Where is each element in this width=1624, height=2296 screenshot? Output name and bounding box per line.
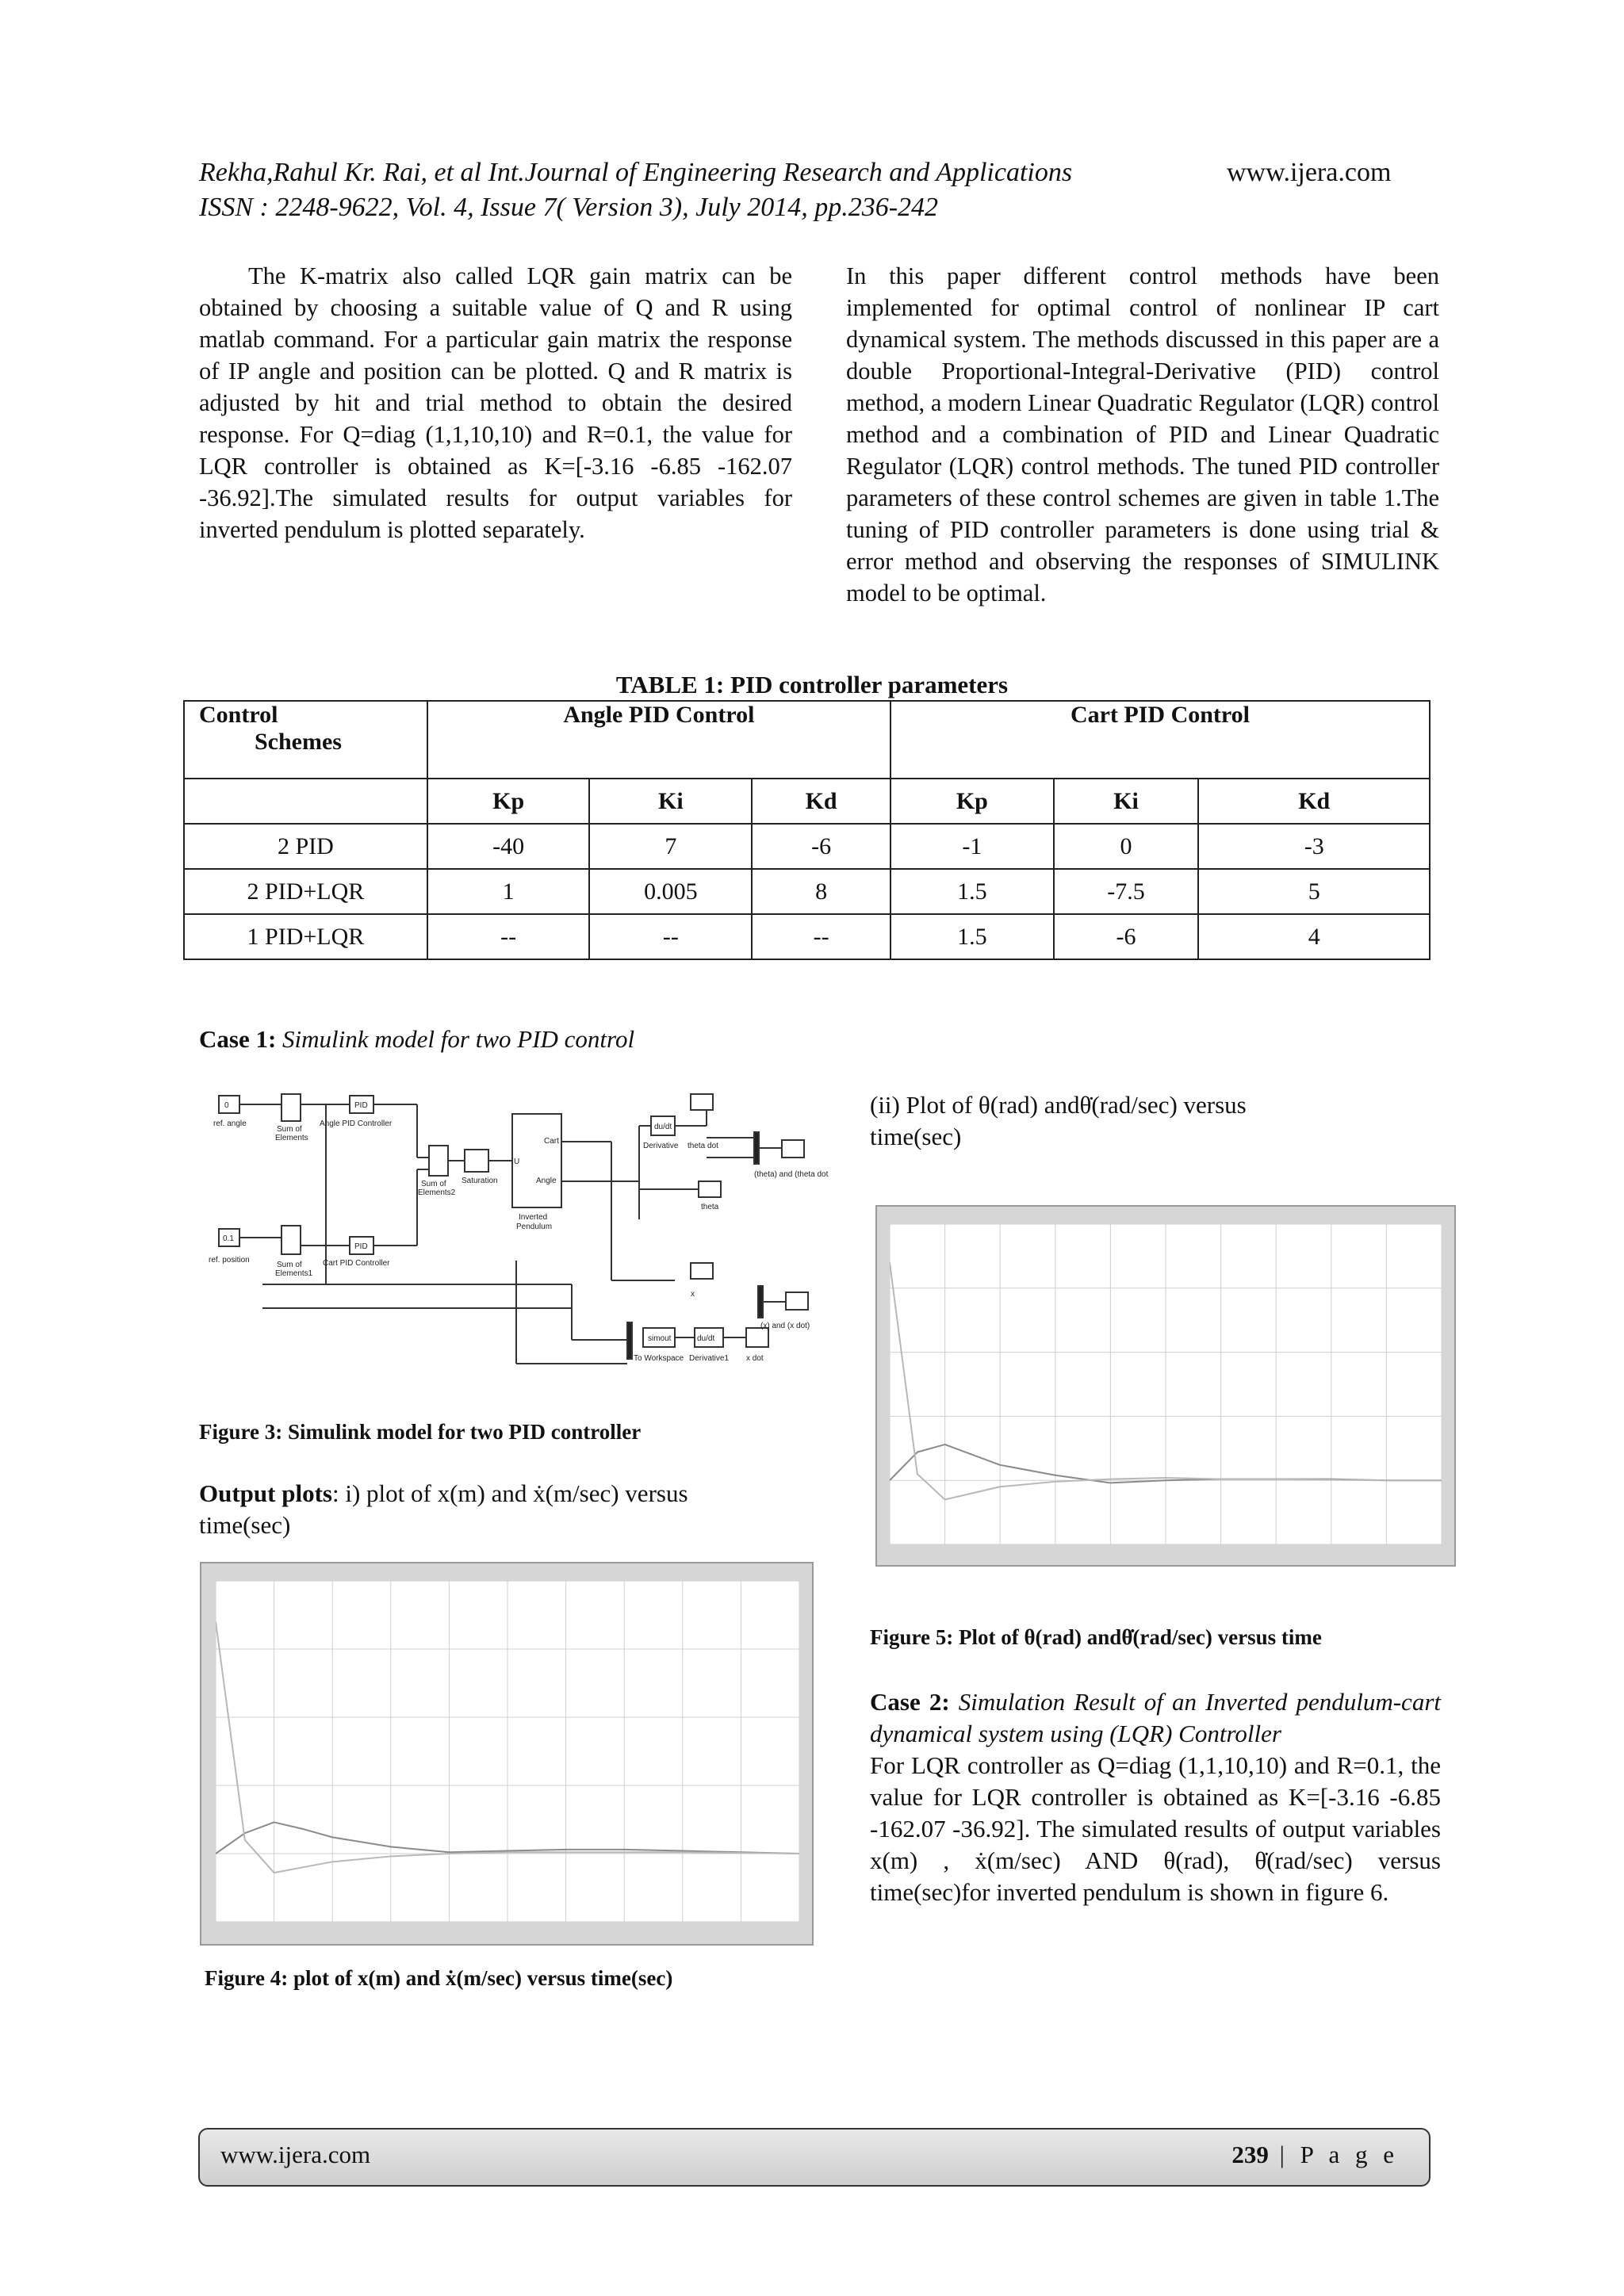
scope-x	[691, 1263, 713, 1279]
sub-angle-ki: Ki	[589, 779, 752, 824]
svg-text:Cart PID Controller: Cart PID Controller	[323, 1259, 390, 1268]
svg-text:PID: PID	[354, 1101, 368, 1110]
plot-ii-text: (ii) Plot of θ(rad) andθ̇(rad/sec) versus time(sec)	[870, 1091, 1247, 1150]
mux-theta	[754, 1132, 759, 1164]
svg-text:x: x	[691, 1290, 695, 1299]
sub-cart-kp: Kp	[891, 779, 1054, 824]
svg-text:du/dt: du/dt	[654, 1123, 672, 1131]
scope-theta-mux	[782, 1140, 804, 1158]
svg-text:PID: PID	[354, 1242, 368, 1251]
svg-text:Elements2: Elements2	[418, 1188, 456, 1197]
page-footer	[198, 2128, 1431, 2187]
journal-citation: Rekha,Rahul Kr. Rai, et al Int.Journal of Engineering Research and Applications	[199, 158, 1073, 187]
svg-text:Sum of: Sum of	[277, 1125, 302, 1134]
running-header-line1	[199, 155, 1072, 190]
svg-text:U: U	[514, 1158, 520, 1166]
svg-text:ref. position: ref. position	[209, 1256, 250, 1265]
svg-text:0: 0	[224, 1101, 229, 1110]
footer-site[interactable]: www.ijera.com	[220, 2141, 371, 2168]
case1-heading: Case 1: Simulink model for two PID control	[199, 1025, 635, 1053]
scope-x-mux	[786, 1292, 808, 1310]
svg-text:Inverted: Inverted	[519, 1213, 548, 1222]
mux-x	[758, 1286, 763, 1318]
header-control-schemes: Control Schemes	[184, 701, 427, 779]
svg-text:(x) and (x dot): (x) and (x dot)	[760, 1322, 810, 1330]
figure5-axes	[890, 1224, 1442, 1544]
simulink-diagram	[199, 1078, 841, 1395]
const-angle-block	[219, 1096, 239, 1113]
case2-section: Case 2: Simulation Result of an Inverted pendulum-cart dynamical system using (LQR) Controller For LQR controller as Q=diag (1,1,10,10) and R=0.1, the value for LQR controller is obtained as K=[-3.16 -6.85 -162.07 -36.92]. The simulated results of output variables x(m) , ẋ(m/sec) AND θ(rad), θ̇(rad/sec) versus time(sec)for inverted pendulum is shown in figure 6.	[870, 1688, 1441, 1906]
svg-text:Derivative1: Derivative1	[689, 1354, 730, 1363]
svg-text:Sum of: Sum of	[277, 1261, 302, 1269]
figure5-plot	[875, 1205, 1456, 1567]
mux-workspace	[627, 1322, 632, 1359]
svg-text:Cart: Cart	[544, 1137, 559, 1146]
svg-text:du/dt: du/dt	[697, 1334, 715, 1343]
figure4-plot	[200, 1562, 814, 1946]
left-paragraph: The K-matrix also called LQR gain matrix can be obtained by choosing a suitable value of Q and R using matlab command. For a particular gain matrix the response of IP angle and position can be plotted. Q and R matrix is adjusted by hit and trial method to obtain the desired response. For Q=diag (1,1,10,10) and R=0.1, the value for LQR controller is obtained as K=[-3.16 -6.85 -162.07 -36.92].The simulated results for output variables for inverted pendulum is plotted separately.	[199, 262, 792, 543]
svg-text:simout: simout	[648, 1334, 672, 1343]
svg-text:Elements: Elements	[275, 1134, 308, 1142]
figure3-caption: Figure 3: Simulink model for two PID controller	[199, 1420, 642, 1444]
svg-text:Angle PID Controller: Angle PID Controller	[320, 1119, 393, 1128]
sum-elements2-block	[429, 1146, 448, 1176]
table-row: 2 PID -40 7 -6 -1 0 -3	[184, 824, 1430, 869]
sum-elements1-block	[282, 1226, 301, 1254]
sub-cart-ki: Ki	[1054, 779, 1199, 824]
scope-theta	[699, 1181, 721, 1197]
saturation-block	[465, 1150, 488, 1172]
svg-text:(theta) and (theta dot: (theta) and (theta dot	[754, 1170, 829, 1179]
svg-text:theta dot: theta dot	[688, 1142, 718, 1150]
running-header-line2: ISSN : 2248-9622, Vol. 4, Issue 7( Version 3), July 2014, pp.236-242	[199, 193, 939, 222]
table-row: 2 PID+LQR 1 0.005 8 1.5 -7.5 5	[184, 869, 1430, 914]
table-title: TABLE 1: PID controller parameters	[615, 671, 1009, 698]
table-subheader-row	[184, 779, 1430, 824]
svg-text:Derivative: Derivative	[643, 1142, 679, 1150]
pendulum-plant-block	[512, 1114, 561, 1207]
sub-angle-kd: Kd	[752, 779, 891, 824]
table-row: 1 PID+LQR -- -- -- 1.5 -6 4	[184, 914, 1430, 959]
svg-text:To Workspace: To Workspace	[634, 1354, 684, 1363]
pid-parameters-table	[183, 700, 1431, 960]
figure4-axes	[216, 1581, 799, 1922]
scope-theta-dot	[691, 1094, 713, 1110]
header-angle-pid: Angle PID Control	[427, 701, 891, 779]
journal-url[interactable]: www.ijera.com	[1227, 158, 1392, 187]
svg-text:Saturation: Saturation	[462, 1177, 498, 1185]
svg-text:Sum of: Sum of	[421, 1180, 446, 1188]
svg-text:Pendulum: Pendulum	[516, 1223, 553, 1231]
header-cart-pid: Cart PID Control	[891, 701, 1430, 779]
svg-text:Elements1: Elements1	[275, 1269, 313, 1278]
figure5-caption: Figure 5: Plot of θ(rad) andθ̇(rad/sec) versus time	[870, 1625, 1322, 1649]
scope-x-dot-block	[746, 1328, 768, 1347]
sub-cart-kd: Kd	[1198, 779, 1430, 824]
svg-text:Angle: Angle	[536, 1177, 557, 1185]
sub-angle-kp: Kp	[427, 779, 590, 824]
output-plots-text: Output plots: i) plot of x(m) and ẋ(m/sec) versus time(sec)	[199, 1479, 688, 1539]
svg-text:x dot: x dot	[746, 1354, 764, 1363]
svg-text:ref. angle: ref. angle	[213, 1119, 247, 1128]
svg-text:0.1: 0.1	[223, 1234, 234, 1243]
sum-elements-block	[282, 1094, 301, 1121]
svg-text:theta: theta	[701, 1203, 719, 1211]
right-paragraph: In this paper different control methods have been implemented for optimal control of nonlinear IP cart dynamical system. The methods discussed in this paper are a double Proportional-Integral-Derivative (PID) control method, a modern Linear Quadratic Regulator (LQR) control method and a combination of PID and Linear Quadratic Regulator (LQR) control methods. The tuned PID controller parameters of these control schemes are given in table 1.The tuning of PID controller parameters is done using trial & error method and observing the responses of SIMULINK model to be optimal.	[846, 262, 1439, 607]
figure4-caption: Figure 4: plot of x(m) and ẋ(m/sec) versus time(sec)	[205, 1966, 673, 1990]
footer-page-number: 239 | P a g e	[1231, 2141, 1399, 2168]
